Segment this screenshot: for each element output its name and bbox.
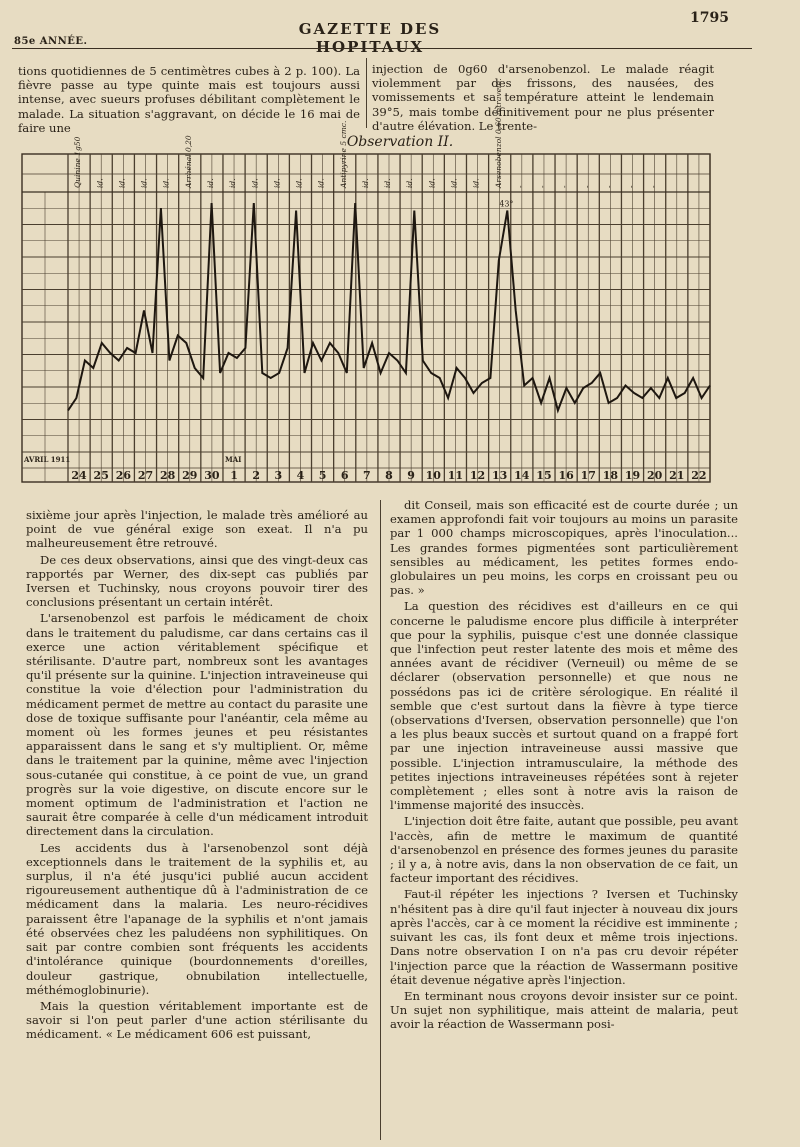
treatment-label: id. xyxy=(250,178,260,188)
treatment-label: id. xyxy=(405,178,415,188)
top-left-text xyxy=(18,64,360,135)
day-label: 15 xyxy=(536,469,552,482)
treatment-label: - xyxy=(582,185,592,188)
treatment-label: Quinine 1g50 xyxy=(73,136,83,188)
paragraph: En terminant nous croyons devoir insister sur ce point. Un sujet non syphilitique, mais atteint de malaria, peut avoir la réaction de Wassermann posi- xyxy=(390,988,738,1032)
column-divider xyxy=(380,500,381,1140)
treatment-label: id. xyxy=(117,178,127,188)
paragraph: L'arsenobenzol est parfois le médicament de choix dans le traitement du paludisme, car dans certains cas il exerce une action véritablement spécifique et stérilisante. D'autre part, nombreux sont les avantages qu'il présente sur la quinine. L'injection intraveineuse qui constitue la voie d'élection pour l'administration du médicament permet de mettre au contact du parasite une dose de toxique suffisante pour l'anéantir, cela même au moment où les formes jeunes et peu résistantes apparaissent dans le sang et s'y multiplient. Or, même dans le traitement par la quinine, même avec l'injection sous-cutanée qui constitue, à ce point de vue, un grand progrès sur la voie digestive, on discute encore sur le moment optimum de l'administration et l'action ne saurait être comparée à celle d'un médicament introduit directement dans la circulation. xyxy=(26,611,368,839)
treatment-label: - xyxy=(648,185,658,188)
treatment-label: id. xyxy=(206,178,216,188)
day-label: 29 xyxy=(182,469,198,482)
day-label: 10 xyxy=(425,469,441,482)
treatment-label: id. xyxy=(427,178,437,188)
treatment-label: id. xyxy=(139,178,149,188)
paragraph: Faut-il répéter les injections ? Iversen et Tuchinsky n'hésitent pas à dire qu'il faut injecter à nouveau dix jours après l'accès, car à ce moment la récidive est imminente ; suivant les cas, ils font deux et même trois injections. Dans notre observation I on n'a pas cru devoir répéter l'injection parce que la réaction de Wassermann positive était devenue négative après l'injection. xyxy=(390,887,738,987)
journal-title: GAZETTE DES HOPITAUX xyxy=(298,20,442,56)
treatment-label: id. xyxy=(228,178,238,188)
paragraph: tions quotidiennes de 5 centimètres cubes à 2 p. 100). La fièvre passe au type quinte mais est toujours aussi intense, avec sueurs profuses débilitant complètement le malade. La situation s'aggravant, on décide le 16 mai de faire une xyxy=(18,64,360,135)
treatment-label: id. xyxy=(316,178,326,188)
day-label: 20 xyxy=(646,469,663,482)
day-label: 24 xyxy=(71,469,87,482)
month-label: MAI xyxy=(224,455,242,464)
day-label: 18 xyxy=(602,469,619,482)
treatment-label: Arsenobenzol 0,60 intravein. xyxy=(493,78,503,188)
day-label: 13 xyxy=(492,469,508,482)
day-label: 7 xyxy=(363,469,371,482)
day-label: 2 xyxy=(252,469,261,482)
month-label: AVRIL 1911 xyxy=(24,455,71,464)
day-label: 22 xyxy=(691,469,707,482)
treatment-label: id. xyxy=(95,178,105,188)
page-number: 1795 xyxy=(690,10,729,26)
paragraph: dit Conseil, mais son efficacité est de courte durée ; un examen approfondi fait voir toujours au moins un parasite par 1 000 champs microscopiques, après l'inoculation... Les grandes formes pigmentées sont particulièrement sensibles au médicament, les petites formes endo-globulaires un peu moins, les corps en croissant peu ou pas. » xyxy=(390,498,738,598)
treatment-label: - xyxy=(538,185,548,188)
paragraph: La question des récidives est d'ailleurs en ce qui concerne le paludisme encore plus difficile à interpréter que pour la syphilis, puisque c'est une donnée classique que l'infection peut rester latente des mois et même des années avant de récidiver (Verneuil) ou même de se déclarer (observation personnelle) et que nous ne possédons pas ici de critère sérologique. En réalité il semble que c'est surtout dans la fièvre à type tierce (observations d'Iversen, observation personnelle) que l'on a les plus beaux succès et surtout quand on a frappé fort par une injection intraveineuse aussi massive que possible. L'injection intramusculaire, la méthode des petites injections intraveineuses répétées sont à rejeter complètement ; elles sont à notre avis la raison de l'immense majorité des insuccès. xyxy=(390,599,738,813)
treatment-label: id. xyxy=(471,178,481,188)
paragraph: Les accidents dus à l'arsenobenzol sont déjà exceptionnels dans le traitement de la syphilis et, au surplus, il n'a été jusqu'ici publié aucun accident rigoureusement authentique dû à l'administration de ce médicament dans la malaria. Les neuro-récidives paraissent être l'apanage de la syphilis et n'ont jamais été observées chez les paludéens non syphilitiques. On sait par contre combien sont fréquents les accidents d'intolérance quinique (bourdonnements d'oreilles, douleur gastrique, obnubilation intellectuelle, méthémoglobinurie). xyxy=(26,840,368,997)
treatment-label: id. xyxy=(360,178,370,188)
day-label: 17 xyxy=(580,469,596,482)
day-label: 21 xyxy=(669,469,685,482)
day-label: 11 xyxy=(447,469,464,482)
paragraph: L'injection doit être faite, autant que possible, peu avant l'accès, afin de mettre le maximum de quantité d'arsenobenzol en présence des formes jeunes du parasite ; il y a, à notre avis, dans la non observation de ce fait, un facteur important des récidives. xyxy=(390,814,738,886)
treatment-label: id. xyxy=(449,178,459,188)
treatment-label: - xyxy=(515,185,525,188)
treatment-label: Arrhénal 0,20 xyxy=(183,135,193,188)
observation-title: Observation II. xyxy=(346,134,454,150)
day-label: 28 xyxy=(159,469,176,482)
treatment-label: id. xyxy=(294,178,304,188)
day-label: 26 xyxy=(115,469,132,482)
day-label: 27 xyxy=(137,469,154,482)
treatment-label: - xyxy=(626,185,636,188)
day-label: 12 xyxy=(469,469,486,482)
day-label: 14 xyxy=(514,469,530,482)
header-rule xyxy=(12,48,752,49)
day-label: 5 xyxy=(318,469,327,482)
right-column xyxy=(390,498,738,1032)
day-label: 8 xyxy=(385,469,393,482)
paragraph: injection de 0g60 d'arsenobenzol. Le malade réagit violemment par des frissons, des nausées, des vomissements et sa température atteint le lendemain 39°5, mais tombe définitivement pour ne plus présenter d'autre élévation. Le trente- xyxy=(372,62,714,133)
paragraph: sixième jour après l'injection, le malade très amélioré au point de vue général exige son exeat. Il n'a pu malheureusement être retrouvé. xyxy=(26,508,368,551)
day-label: 16 xyxy=(558,469,574,482)
day-label: 19 xyxy=(624,469,641,482)
day-label: 9 xyxy=(407,469,415,482)
paragraph: Mais la question véritablement importante est de savoir si l'on peut parler d'une action stérilisante du médicament. « Le médicament 606 est puissant, xyxy=(26,998,368,1042)
left-column xyxy=(26,508,368,1042)
peak-annotation: 43° xyxy=(499,199,514,209)
treatment-label: - xyxy=(560,185,570,188)
day-label: 25 xyxy=(93,469,109,482)
treatment-label: id. xyxy=(272,178,282,188)
treatment-label: id. xyxy=(161,178,171,188)
top-right-text xyxy=(372,62,714,133)
treatment-label: id. xyxy=(383,178,393,188)
year-label: 85e ANNÉE. xyxy=(14,36,88,47)
treatment-label: - xyxy=(604,185,614,188)
day-label: 30 xyxy=(204,469,220,482)
paragraph: De ces deux observations, ainsi que des vingt-deux cas rapportés par Werner, des dix-sept cas publiés par Iversen et Tuchinsky, nous croyons pouvoir tirer des conclusions présentant un certain intérêt. xyxy=(26,552,368,610)
day-label: 3 xyxy=(274,469,283,482)
column-divider xyxy=(366,58,367,128)
day-label: 1 xyxy=(230,469,238,482)
chart-frame xyxy=(22,154,710,482)
day-label: 6 xyxy=(340,469,349,482)
day-label: 4 xyxy=(296,469,305,482)
treatment-label: Antipyrine 5 cmc. xyxy=(338,120,348,188)
